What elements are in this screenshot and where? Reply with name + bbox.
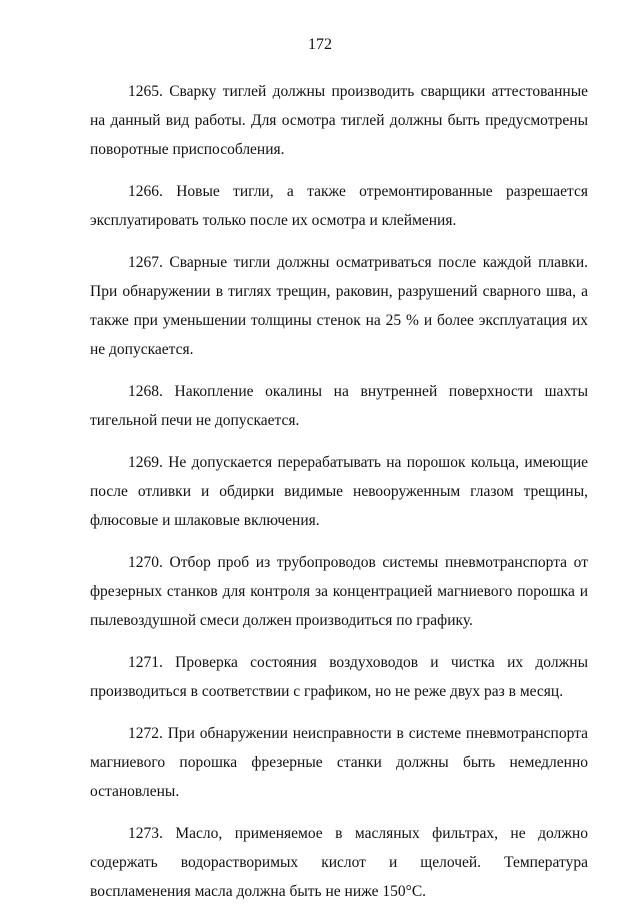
paragraph-1270: 1270. Отбор проб из трубопроводов системы пневмотранспорта от фрезерных станков для контроля за концентрацией магниевого порошка и пылевоздушной смеси должен производиться по графику. bbox=[90, 554, 588, 629]
document-body bbox=[90, 77, 588, 919]
paragraph-1273: 1273. Масло, применяемое в масляных фильтрах, не должно содержать водорастворимых кислот и щелочей. Температура воспламенения масла должна быть не ниже 150°C. bbox=[90, 825, 588, 900]
paragraph-1265: 1265. Сварку тиглей должны производить сварщики аттестованные на данный вид работы. Для осмотра тиглей должны быть предусмотрены поворотные приспособления. bbox=[90, 83, 588, 158]
paragraph-1267: 1267. Сварные тигли должны осматриваться после каждой плавки. При обнаружении в тиглях трещин, раковин, разрушений сварного шва, а также при уменьшении толщины стенок на 25 % и более эксплуатация их не допускается. bbox=[90, 254, 588, 358]
paragraph-1266: 1266. Новые тигли, а также отремонтированные разрешается эксплуатировать только после их осмотра и клеймения. bbox=[90, 183, 588, 229]
paragraph-1269: 1269. Не допускается перерабатывать на порошок кольца, имеющие после отливки и обдирки видимые невооруженным глазом трещины, флюсовые и шлаковые включения. bbox=[90, 454, 588, 529]
paragraph-1272: 1272. При обнаружении неисправности в системе пневмотранспорта магниевого порошка фрезерные станки должны быть немедленно остановлены. bbox=[90, 725, 588, 800]
paragraph-1268: 1268. Накопление окалины на внутренней поверхности шахты тигельной печи не допускается. bbox=[90, 383, 588, 429]
page-number: 172 bbox=[308, 36, 332, 53]
paragraph-1271: 1271. Проверка состояния воздуховодов и чистка их должны производиться в соответствии с графиком, но не реже двух раз в месяц. bbox=[90, 654, 588, 700]
